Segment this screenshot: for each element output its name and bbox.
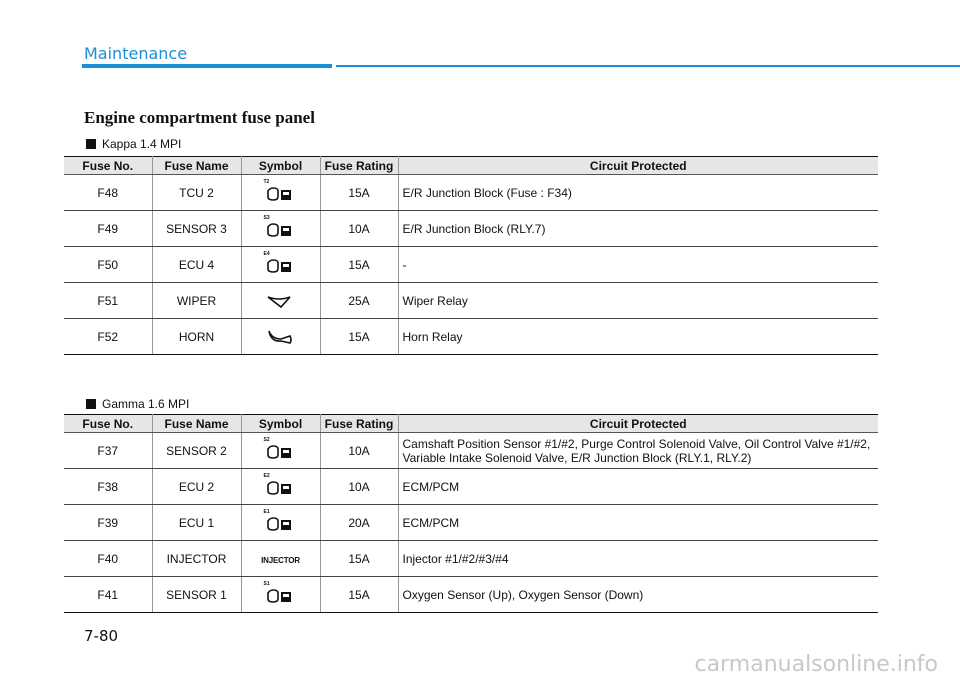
symbol-tag: E1 <box>263 509 270 515</box>
engine-module-icon <box>263 473 296 495</box>
col-header-fuse-rating: Fuse Rating <box>320 157 398 175</box>
fuse-name: HORN <box>152 319 241 355</box>
fuse-name: TCU 2 <box>152 175 241 211</box>
symbol-tag: S3 <box>263 215 270 221</box>
fuse-name: SENSOR 1 <box>152 577 241 613</box>
fuse-no: F37 <box>64 433 152 469</box>
page-number: 7-80 <box>84 627 119 645</box>
col-header-circuit: Circuit Protected <box>398 415 878 433</box>
fuse-symbol <box>241 541 320 577</box>
col-header-fuse-no: Fuse No. <box>64 157 152 175</box>
table-row <box>64 541 878 577</box>
table-row <box>64 283 878 319</box>
col-header-fuse-name: Fuse Name <box>152 415 241 433</box>
fuse-no: F48 <box>64 175 152 211</box>
fuse-rating: 15A <box>320 319 398 355</box>
symbol-tag: S1 <box>263 581 270 587</box>
fuse-symbol <box>241 175 320 211</box>
fuse-no: F39 <box>64 505 152 541</box>
fuse-symbol <box>241 283 320 319</box>
circuit-protected: Oxygen Sensor (Up), Oxygen Sensor (Down) <box>398 577 878 613</box>
circuit-protected: E/R Junction Block (RLY.7) <box>398 211 878 247</box>
fuse-no: F49 <box>64 211 152 247</box>
variant-label-kappa: Kappa 1.4 MPI <box>86 137 181 151</box>
variant-label-gamma: Gamma 1.6 MPI <box>86 397 189 411</box>
circuit-protected: ECM/PCM <box>398 505 878 541</box>
fuse-name: ECU 1 <box>152 505 241 541</box>
engine-module-icon <box>263 509 296 531</box>
table-row <box>64 505 878 541</box>
engine-module-icon <box>263 215 296 237</box>
col-header-symbol: Symbol <box>241 415 320 433</box>
fuse-rating: 20A <box>320 505 398 541</box>
fuse-no: F40 <box>64 541 152 577</box>
wiper-icon <box>266 289 296 309</box>
fuse-rating: 15A <box>320 175 398 211</box>
engine-module-icon <box>263 251 296 273</box>
table-row <box>64 175 878 211</box>
symbol-tag: S2 <box>263 437 270 443</box>
watermark: carmanualsonline.info <box>694 652 938 677</box>
col-header-symbol: Symbol <box>241 157 320 175</box>
section-label: Maintenance <box>84 44 188 63</box>
fuse-rating: 10A <box>320 433 398 469</box>
circuit-protected: - <box>398 247 878 283</box>
fuse-name: WIPER <box>152 283 241 319</box>
horn-icon <box>266 325 296 345</box>
table-row <box>64 319 878 355</box>
fuse-rating: 10A <box>320 469 398 505</box>
table-row <box>64 577 878 613</box>
fuse-symbol <box>241 505 320 541</box>
fuse-symbol <box>241 247 320 283</box>
table-row <box>64 211 878 247</box>
col-header-circuit: Circuit Protected <box>398 157 878 175</box>
fuse-table-gamma <box>64 414 878 613</box>
injector-symbol: INJECTOR <box>261 555 300 565</box>
fuse-symbol <box>241 577 320 613</box>
fuse-no: F52 <box>64 319 152 355</box>
fuse-rating: 15A <box>320 247 398 283</box>
engine-module-icon <box>263 179 296 201</box>
fuse-name: SENSOR 3 <box>152 211 241 247</box>
fuse-table-kappa <box>64 156 878 355</box>
symbol-tag: T2 <box>263 179 270 185</box>
fuse-rating: 10A <box>320 211 398 247</box>
circuit-protected: Injector #1/#2/#3/#4 <box>398 541 878 577</box>
square-bullet-icon <box>86 139 96 149</box>
symbol-tag: E2 <box>263 473 270 479</box>
table-row <box>64 433 878 469</box>
fuse-symbol <box>241 469 320 505</box>
circuit-protected: Horn Relay <box>398 319 878 355</box>
fuse-rating: 15A <box>320 541 398 577</box>
col-header-fuse-name: Fuse Name <box>152 157 241 175</box>
circuit-protected: ECM/PCM <box>398 469 878 505</box>
fuse-name: INJECTOR <box>152 541 241 577</box>
square-bullet-icon <box>86 399 96 409</box>
fuse-no: F50 <box>64 247 152 283</box>
table-row <box>64 469 878 505</box>
fuse-symbol <box>241 319 320 355</box>
engine-module-icon <box>263 581 296 603</box>
engine-module-icon <box>263 437 296 459</box>
circuit-protected: Wiper Relay <box>398 283 878 319</box>
col-header-fuse-no: Fuse No. <box>64 415 152 433</box>
header-rule <box>82 64 960 68</box>
fuse-name: SENSOR 2 <box>152 433 241 469</box>
fuse-name: ECU 2 <box>152 469 241 505</box>
fuse-no: F41 <box>64 577 152 613</box>
col-header-fuse-rating: Fuse Rating <box>320 415 398 433</box>
fuse-symbol <box>241 211 320 247</box>
circuit-protected: E/R Junction Block (Fuse : F34) <box>398 175 878 211</box>
page-title: Engine compartment fuse panel <box>84 108 315 127</box>
fuse-no: F51 <box>64 283 152 319</box>
table-row <box>64 247 878 283</box>
fuse-rating: 15A <box>320 577 398 613</box>
fuse-symbol <box>241 433 320 469</box>
symbol-tag: E4 <box>263 251 270 257</box>
fuse-no: F38 <box>64 469 152 505</box>
fuse-name: ECU 4 <box>152 247 241 283</box>
circuit-protected: Camshaft Position Sensor #1/#2, Purge Control Solenoid Valve, Oil Control Valve #1/#2, Variable Intake Solenoid Valve, E/R Junction Block (RLY.1, RLY.2) <box>398 433 878 469</box>
fuse-rating: 25A <box>320 283 398 319</box>
